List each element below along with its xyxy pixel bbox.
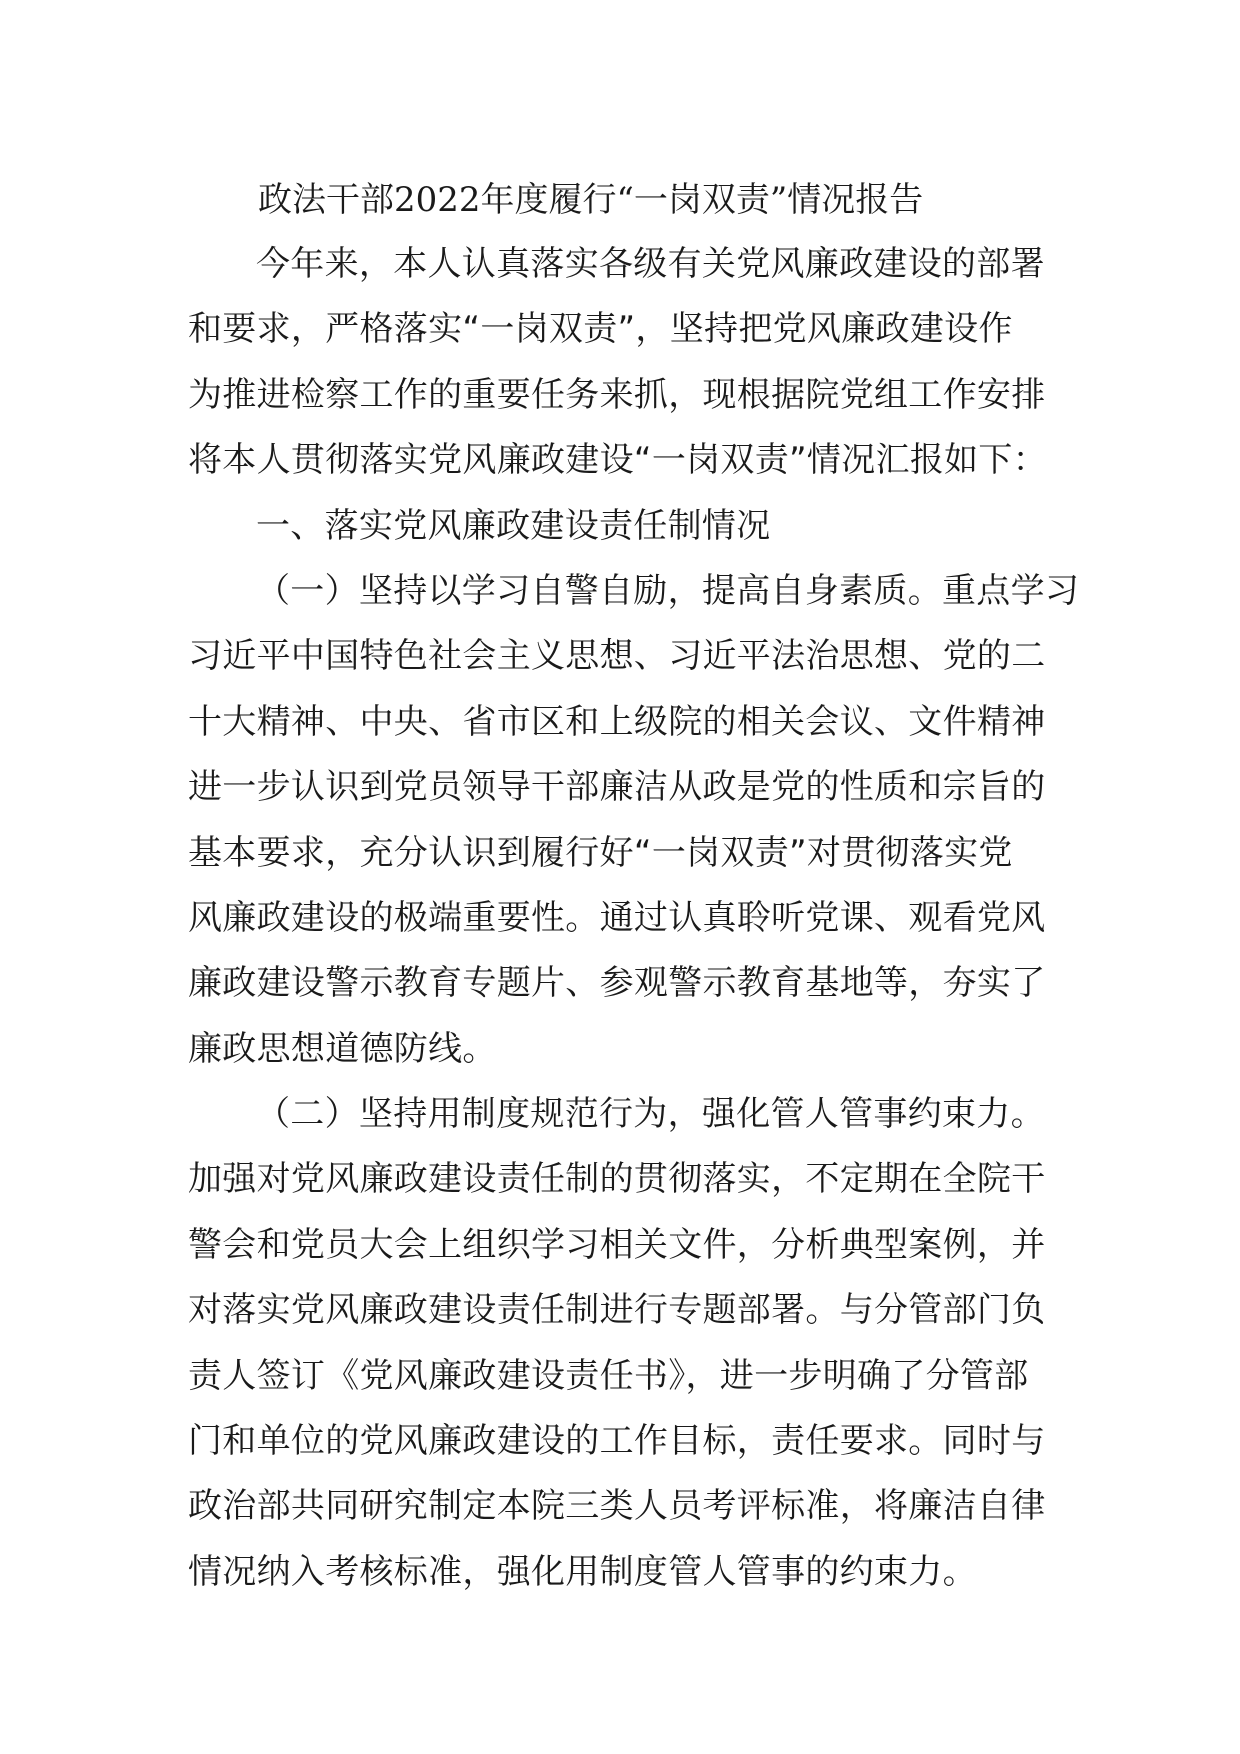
paragraph-3-line-3: 警会和党员大会上组织学习相关文件，分析典型案例，并 bbox=[188, 1224, 1046, 1265]
paragraph-1-line-4: 将本人贯彻落实党风廉政建设“一岗双责”情况汇报如下： bbox=[188, 440, 1048, 481]
document-body bbox=[188, 232, 1080, 1605]
paragraph-3-line-7: 政治部共同研究制定本院三类人员考评标准，将廉洁自律 bbox=[188, 1486, 1046, 1527]
paragraph-2-line-1: （一）坚持以学习自警自励，提高自身素质。重点学习 bbox=[256, 570, 1080, 611]
paragraph-3-line-4: 对落实党风廉政建设责任制进行专题部署。与分管部门负 bbox=[188, 1290, 1046, 1331]
paragraph-2-line-8: 廉政思想道德防线。 bbox=[188, 1028, 497, 1069]
paragraph-3-line-6: 门和单位的党风廉政建设的工作目标，责任要求。同时与 bbox=[188, 1421, 1046, 1462]
paragraph-3-line-2: 加强对党风廉政建设责任制的贯彻落实，不定期在全院干 bbox=[188, 1159, 1046, 1200]
paragraph-3-line-1: （二）坚持用制度规范行为，强化管人管事约束力。 bbox=[256, 1094, 1045, 1135]
paragraph-1-line-1: 今年来，本人认真落实各级有关党风廉政建设的部署 bbox=[256, 244, 1045, 284]
paragraph-2-line-5: 基本要求，充分认识到履行好“一岗双责”对贯彻落实党 bbox=[188, 832, 1013, 873]
paragraph-1-line-2: 和要求，严格落实“一岗双责”，坚持把党风廉政建设作 bbox=[188, 309, 1013, 350]
paragraph-3-line-5: 责人签订《党风廉政建设责任书》，进一步明确了分管部 bbox=[188, 1355, 1029, 1396]
paragraph-2-line-4: 进一步认识到党员领导干部廉洁从政是党的性质和宗旨的 bbox=[188, 767, 1046, 808]
paragraph-2-line-6: 风廉政建设的极端重要性。通过认真聆听党课、观看党风 bbox=[188, 897, 1046, 938]
paragraph-2-line-7: 廉政建设警示教育专题片、参观警示教育基地等，夯实了 bbox=[188, 963, 1046, 1004]
paragraph-2-line-3: 十大精神、中央、省市区和上级院的相关会议、文件精神 bbox=[188, 701, 1046, 742]
paragraph-2-line-2: 习近平中国特色社会主义思想、习近平法治思想、党的二 bbox=[188, 636, 1046, 677]
document-title: 政法干部2022年度履行“一岗双责”情况报告 bbox=[258, 180, 924, 220]
paragraph-1-line-3: 为推进检察工作的重要任务来抓，现根据院党组工作安排 bbox=[188, 374, 1046, 415]
paragraph-3-line-8: 情况纳入考核标准，强化用制度管人管事的约束力。 bbox=[188, 1551, 977, 1592]
section-heading: 一、落实党风廉政建设责任制情况 bbox=[256, 505, 771, 546]
